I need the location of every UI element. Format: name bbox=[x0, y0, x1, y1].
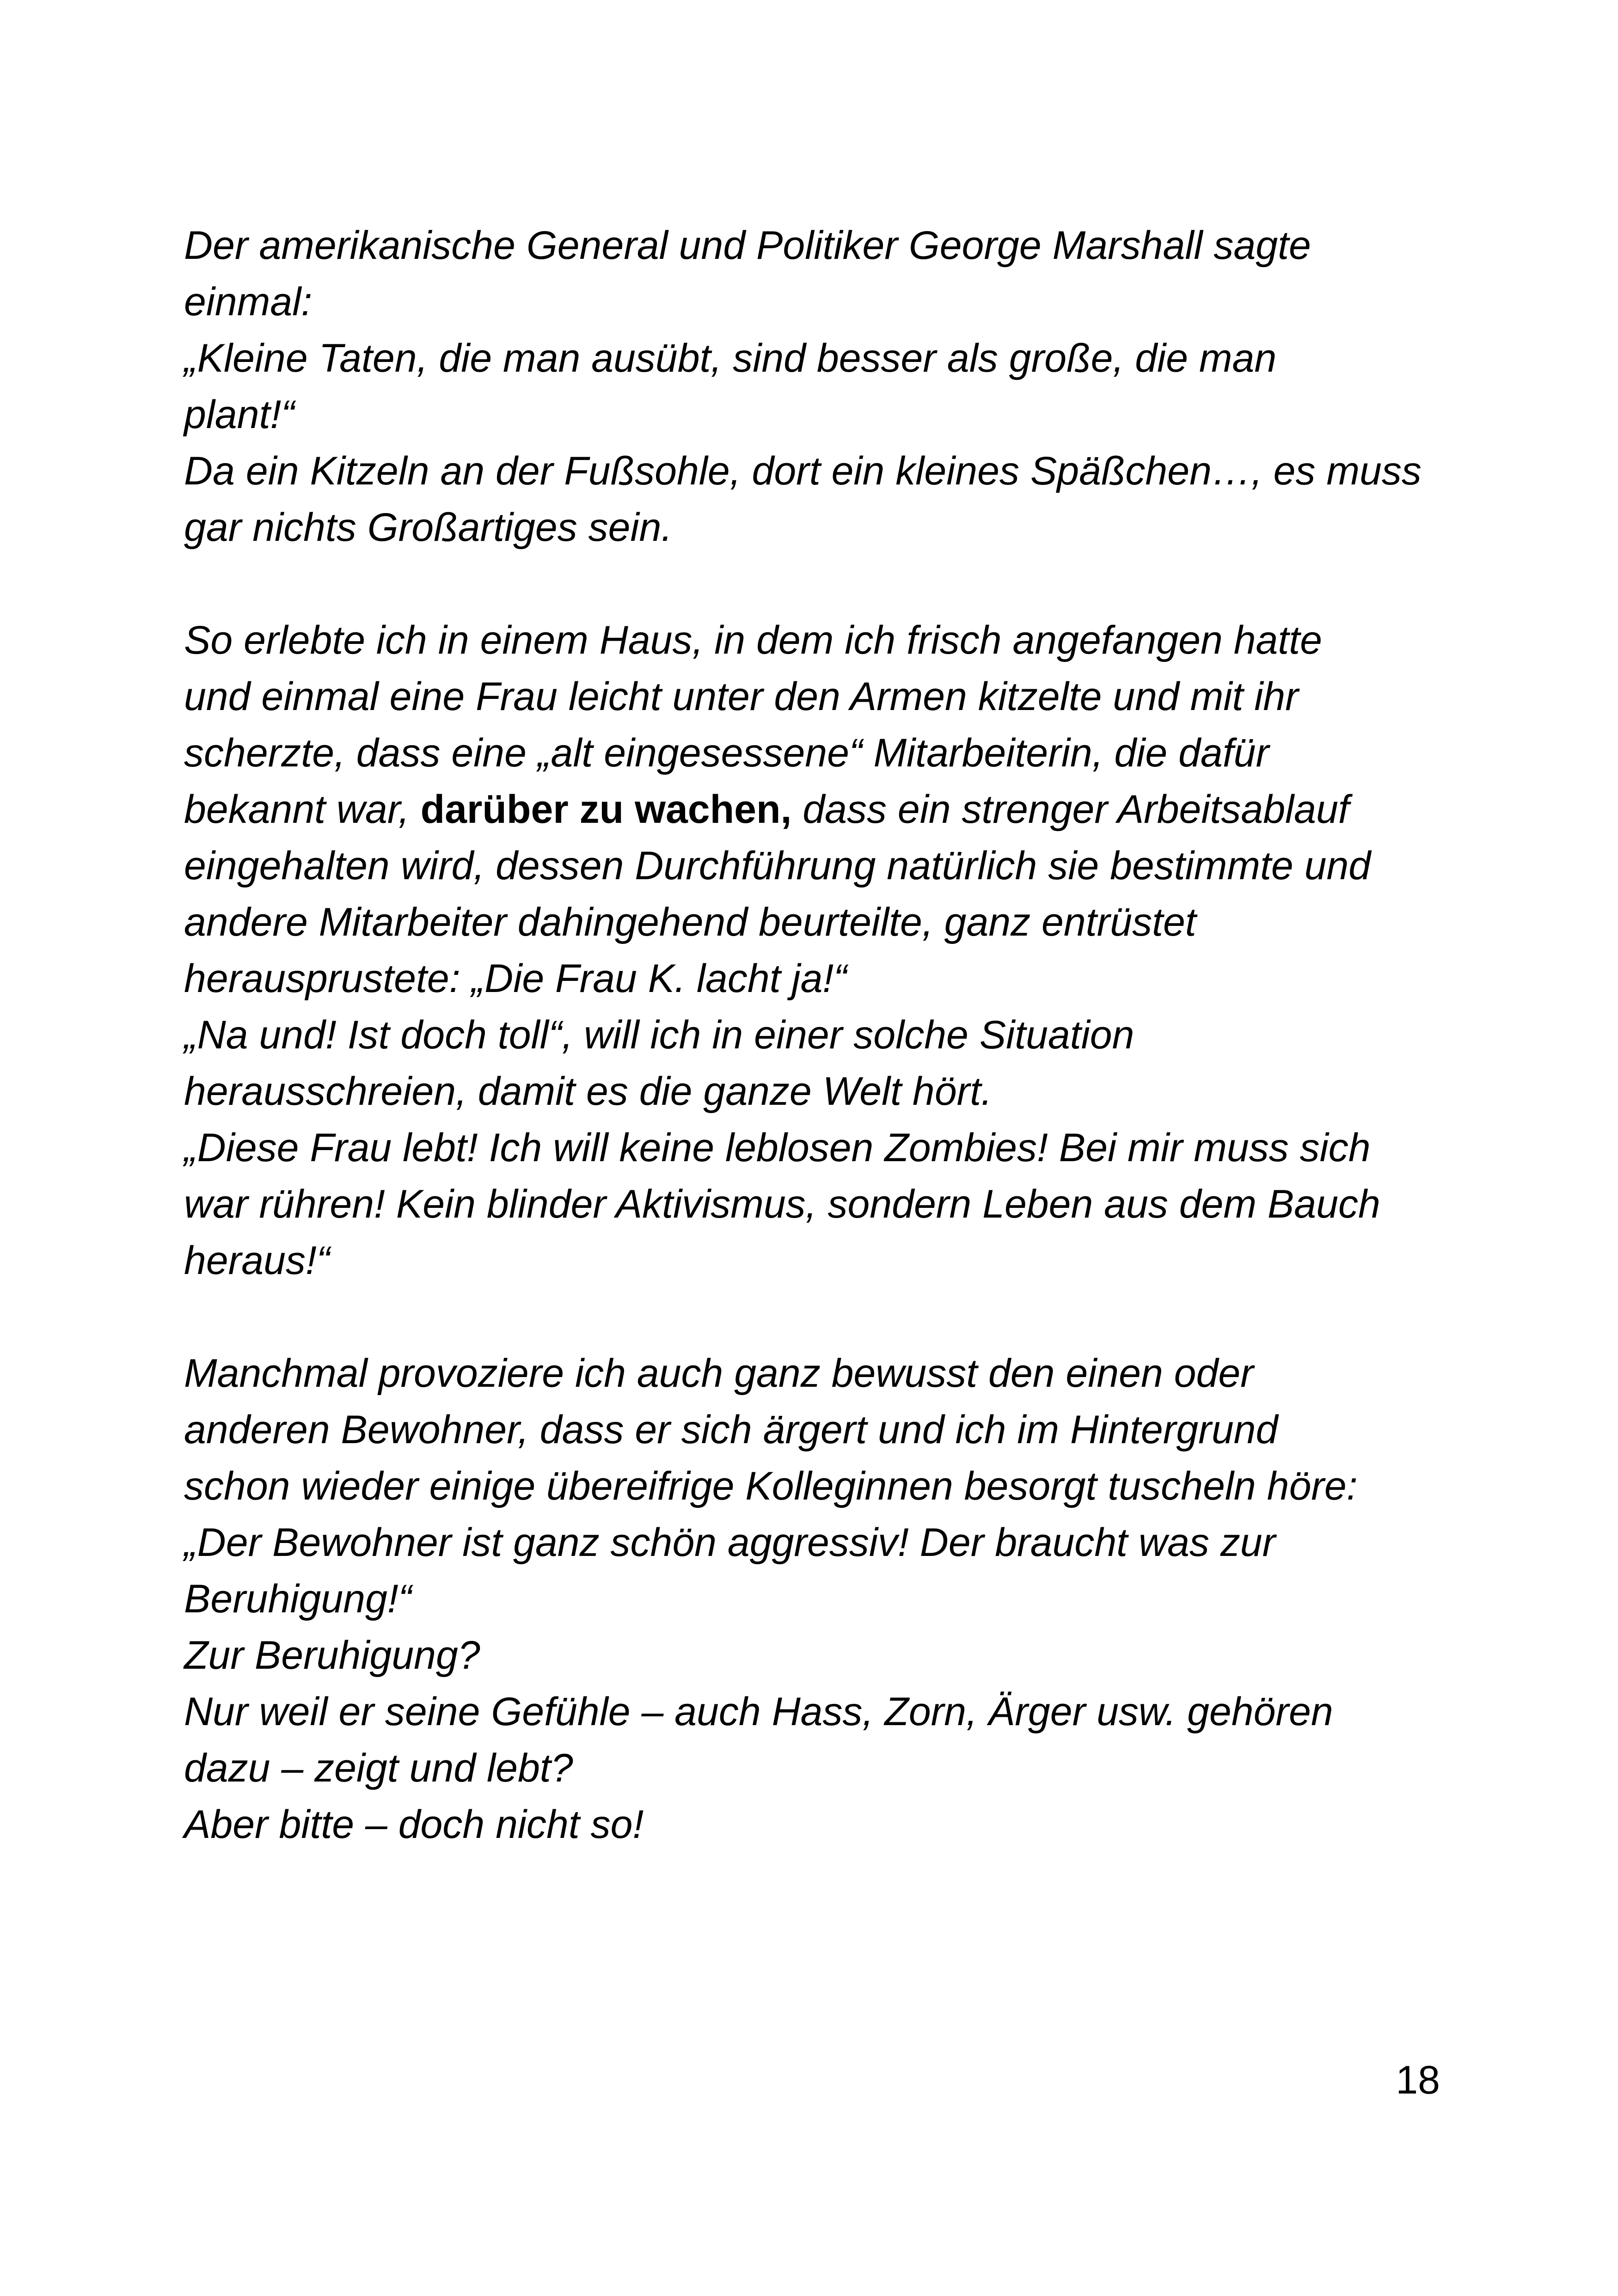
text-line: andere Mitarbeiter dahingehend beurteilte, ganz entrüstet bbox=[184, 900, 1196, 944]
paragraph-marshall-quote bbox=[184, 217, 1460, 556]
text-line: Beruhigung!“ bbox=[184, 1577, 412, 1621]
text-line: gar nichts Großartiges sein. bbox=[184, 505, 673, 550]
text-line: Der amerikanische General und Politiker George Marshall sagte bbox=[184, 223, 1311, 268]
paragraph-spacer bbox=[184, 1289, 1460, 1345]
text-segment: dass ein strenger Arbeitsablauf bbox=[791, 787, 1349, 832]
text-line: „Kleine Taten, die man ausübt, sind besser als große, die man bbox=[184, 336, 1277, 380]
paragraph-spacer bbox=[184, 556, 1460, 612]
text-line: anderen Bewohner, dass er sich ärgert und ich im Hintergrund bbox=[184, 1408, 1278, 1452]
paragraph-resident-provocation bbox=[184, 1345, 1460, 1853]
bold-emphasis: darüber zu wachen, bbox=[420, 787, 792, 832]
paragraph-house-anecdote bbox=[184, 612, 1460, 1289]
text-line: eingehalten wird, dessen Durchführung natürlich sie bestimmte und bbox=[184, 844, 1371, 888]
text-line-with-emphasis bbox=[184, 781, 1460, 838]
text-line: war rühren! Kein blinder Aktivismus, sondern Leben aus dem Bauch bbox=[184, 1182, 1380, 1226]
text-line: Da ein Kitzeln an der Fußsohle, dort ein kleines Späßchen…, es muss bbox=[184, 449, 1422, 493]
text-segment: bekannt war, bbox=[184, 787, 421, 832]
text-line: und einmal eine Frau leicht unter den Armen kitzelte und mit ihr bbox=[184, 674, 1299, 719]
text-line: Manchmal provoziere ich auch ganz bewusst den einen oder bbox=[184, 1351, 1254, 1396]
text-line: „Na und! Ist doch toll“, will ich in einer solche Situation bbox=[184, 1013, 1134, 1057]
text-line: herausprustete: „Die Frau K. lacht ja!“ bbox=[184, 956, 847, 1001]
text-line: Zur Beruhigung? bbox=[184, 1633, 480, 1678]
text-line: einmal: bbox=[184, 280, 313, 324]
text-line: plant!“ bbox=[184, 392, 295, 437]
text-line: heraus!“ bbox=[184, 1238, 330, 1283]
page-number: 18 bbox=[1396, 2058, 1440, 2102]
text-line: scherzte, dass eine „alt eingesessene“ Mitarbeiterin, die dafür bbox=[184, 731, 1269, 775]
text-line: herausschreien, damit es die ganze Welt hört. bbox=[184, 1069, 993, 1114]
text-line: dazu – zeigt und lebt? bbox=[184, 1746, 573, 1790]
text-line: „Der Bewohner ist ganz schön aggressiv! Der braucht was zur bbox=[184, 1520, 1276, 1565]
text-line: Nur weil er seine Gefühle – auch Hass, Zorn, Ärger usw. gehören bbox=[184, 1690, 1333, 1734]
text-line: schon wieder einige übereifrige Kolleginnen besorgt tuscheln höre: bbox=[184, 1464, 1358, 1508]
text-line: So erlebte ich in einem Haus, in dem ich frisch angefangen hatte bbox=[184, 618, 1323, 662]
text-line: „Diese Frau lebt! Ich will keine leblosen Zombies! Bei mir muss sich bbox=[184, 1126, 1371, 1170]
text-line: Aber bitte – doch nicht so! bbox=[184, 1802, 644, 1847]
page-body bbox=[184, 217, 1460, 1853]
